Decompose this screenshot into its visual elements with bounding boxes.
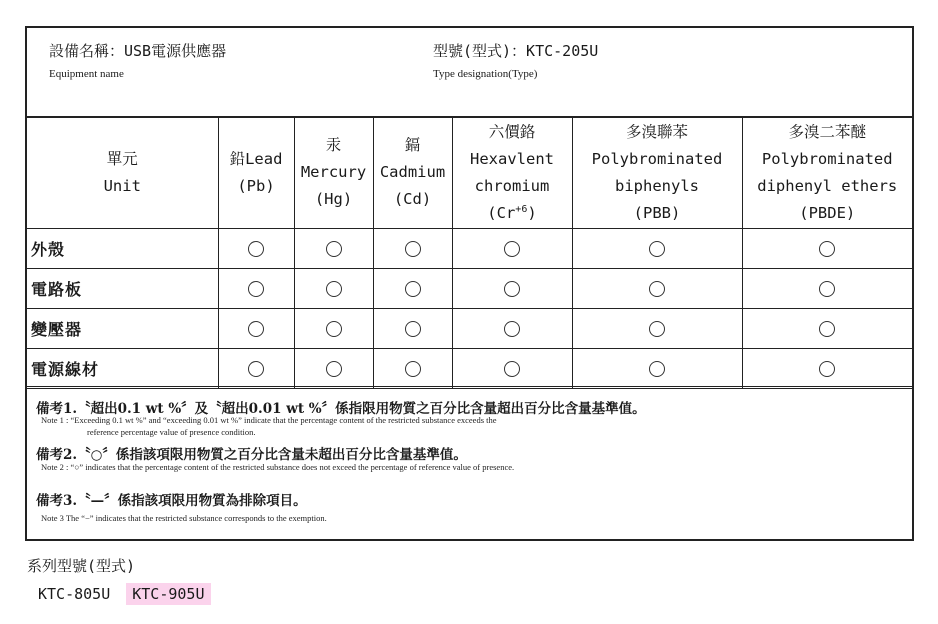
header-section — [27, 28, 912, 118]
unit-name-cell: 電路板 — [27, 268, 218, 308]
compliant-circle-icon — [504, 241, 520, 257]
compliant-circle-icon — [649, 321, 665, 337]
notes-section — [27, 386, 912, 539]
table-row — [27, 228, 912, 268]
substance-mark-cell — [373, 348, 452, 388]
compliant-circle-icon — [248, 281, 264, 297]
chromium-symbol — [453, 200, 572, 227]
pbb-column-header — [572, 118, 742, 228]
substance-mark-cell — [452, 348, 572, 388]
equipment-name-label: 設備名稱：USB電源供應器 — [49, 42, 227, 60]
mercury-symbol: (Hg) — [314, 190, 353, 209]
compliant-circle-icon — [819, 321, 835, 337]
compliant-circle-icon — [504, 361, 520, 377]
substance-mark-cell — [218, 228, 294, 268]
substance-mark-cell — [742, 308, 912, 348]
substance-mark-cell — [572, 268, 742, 308]
compliant-circle-icon — [326, 321, 342, 337]
compliant-circle-icon — [326, 361, 342, 377]
compliant-circle-icon — [326, 241, 342, 257]
chromium-formula: (Cr — [487, 203, 516, 222]
compliant-circle-icon — [819, 241, 835, 257]
substance-mark-cell — [294, 268, 373, 308]
substance-mark-cell — [742, 348, 912, 388]
note-3-english: Note 3 The “−” indicates that the restricted substance corresponds to the exemption. — [41, 513, 327, 523]
lead-column-header — [218, 118, 294, 228]
substance-mark-cell — [572, 308, 742, 348]
cadmium-name-zh: 鎘 — [404, 136, 421, 155]
mercury-name-en: Mercury — [300, 163, 367, 182]
compliant-circle-icon — [504, 281, 520, 297]
table-header-row — [27, 118, 912, 228]
substance-mark-cell — [452, 228, 572, 268]
compliant-circle-icon — [248, 361, 264, 377]
note-3-text: 備考3.〝—〞係指該項限用物質為排除項目。 — [36, 493, 307, 509]
compliant-circle-icon — [819, 281, 835, 297]
type-designation-label: 型號(型式)：KTC-205U — [433, 42, 599, 60]
compliant-circle-icon — [405, 321, 421, 337]
substance-mark-cell — [373, 308, 452, 348]
equipment-name-subtitle: Equipment name — [49, 68, 124, 80]
substance-mark-cell — [294, 348, 373, 388]
unit-name-cell: 變壓器 — [27, 308, 218, 348]
compliant-circle-icon — [405, 361, 421, 377]
note-1-text: 備考1.〝超出0.1 wt %〞及〝超出0.01 wt %〞係指限用物質之百分比含量超出百分比含量基準值。 — [36, 401, 646, 417]
table-row — [27, 348, 912, 388]
compliant-circle-icon — [248, 241, 264, 257]
substance-mark-cell — [572, 348, 742, 388]
chromium-formula-close: ) — [527, 203, 537, 222]
compliant-circle-icon — [504, 321, 520, 337]
pbde-name-en-1: Polybrominated — [761, 149, 893, 168]
table-row — [27, 308, 912, 348]
unit-header-zh: 單元 — [106, 149, 138, 168]
cadmium-column-header — [373, 118, 452, 228]
unit-name-cell: 外殼 — [27, 228, 218, 268]
series-model-highlighted: KTC-905U — [126, 583, 210, 605]
pbb-name-en-2: biphenyls — [615, 176, 699, 195]
unit-name-cell: 電源線材 — [27, 348, 218, 388]
chromium-name-en-1: Hexavlent — [470, 149, 554, 168]
cadmium-name-en: Cadmium — [379, 163, 446, 182]
unit-header-en: Unit — [103, 176, 141, 195]
pbde-column-header — [742, 118, 912, 228]
note-2-text: 備考2.〝○〞係指該項限用物質之百分比含量未超出百分比含量基準值。 — [36, 447, 467, 463]
substance-mark-cell — [294, 228, 373, 268]
compliant-circle-icon — [649, 361, 665, 377]
substance-mark-cell — [373, 228, 452, 268]
lead-name: 鉛Lead — [229, 149, 283, 168]
compliant-circle-icon — [405, 281, 421, 297]
restricted-substance-table — [27, 118, 912, 389]
pbde-name-en-2: diphenyl ethers — [757, 176, 898, 195]
substance-mark-cell — [218, 348, 294, 388]
mercury-name-zh: 汞 — [325, 136, 342, 155]
type-designation-subtitle: Type designation(Type) — [433, 68, 538, 80]
cadmium-symbol: (Cd) — [393, 190, 432, 209]
compliant-circle-icon — [649, 241, 665, 257]
series-model: KTC-805U — [38, 585, 111, 603]
series-model-list — [32, 582, 211, 606]
hexavalent-chromium-column-header — [452, 118, 572, 228]
compliant-circle-icon — [326, 281, 342, 297]
substance-mark-cell — [742, 228, 912, 268]
substance-mark-cell — [373, 268, 452, 308]
substance-mark-cell — [218, 308, 294, 348]
pbde-symbol: (PBDE) — [799, 203, 856, 222]
pbde-name-zh: 多溴二苯醚 — [788, 122, 866, 141]
rohs-declaration-sheet — [25, 26, 914, 541]
pbb-name-zh: 多溴聯苯 — [625, 122, 688, 141]
note-1-english: Note 1 : “Exceeding 0.1 wt %” and “exceeding 0.01 wt %” indicate that the percentage content of the restricted substance exceeds the — [41, 415, 497, 425]
substance-mark-cell — [218, 268, 294, 308]
table-row — [27, 268, 912, 308]
substance-mark-cell — [452, 308, 572, 348]
table-body — [27, 228, 912, 388]
pbb-name-en-1: Polybrominated — [591, 149, 723, 168]
substance-mark-cell — [572, 228, 742, 268]
note-2-english: Note 2 : “○” indicates that the percentage content of the restricted substance does not exceed the percentage of reference value of presence. — [41, 462, 515, 472]
compliant-circle-icon — [405, 241, 421, 257]
note-1-english-cont: reference percentage value of presence condition. — [87, 427, 256, 437]
substance-mark-cell — [452, 268, 572, 308]
substance-mark-cell — [742, 268, 912, 308]
chromium-name-en-2: chromium — [474, 176, 550, 195]
compliant-circle-icon — [248, 321, 264, 337]
series-model-title: 系列型號(型式) — [27, 557, 136, 575]
substance-mark-cell — [294, 308, 373, 348]
unit-column-header — [27, 118, 218, 228]
chromium-charge: +6 — [515, 203, 528, 215]
pbb-symbol: (PBB) — [633, 203, 681, 222]
mercury-column-header — [294, 118, 373, 228]
lead-symbol: (Pb) — [237, 176, 275, 195]
compliant-circle-icon — [819, 361, 835, 377]
compliant-circle-icon — [649, 281, 665, 297]
chromium-name-zh: 六價鉻 — [488, 122, 536, 141]
